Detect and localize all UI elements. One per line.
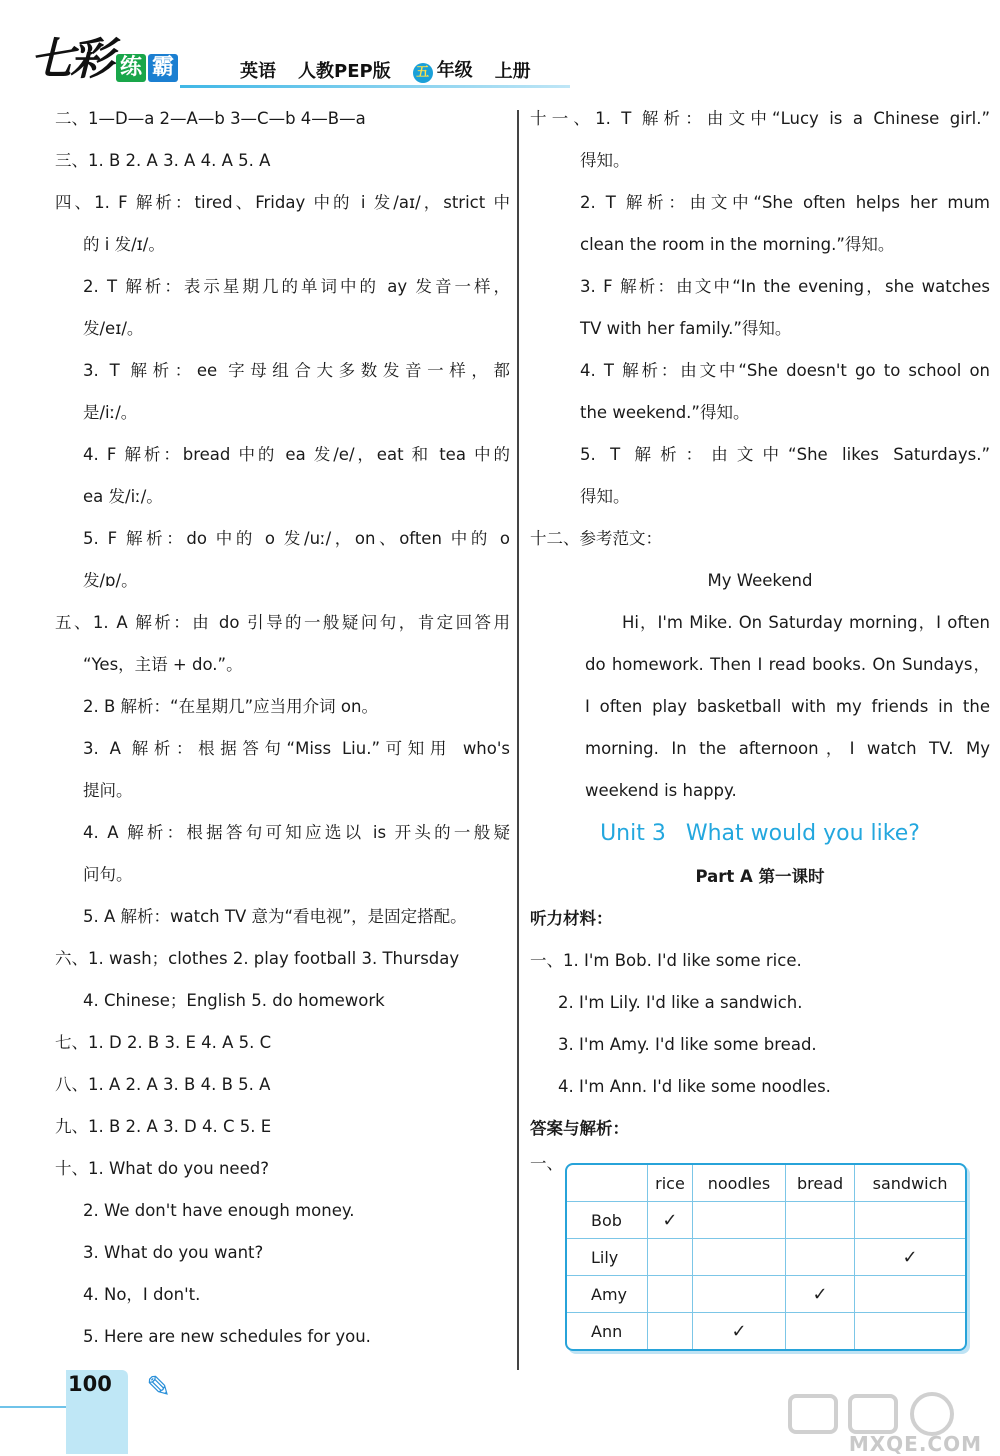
page-number-rule [0,1406,66,1408]
grade-text: 年级 [436,60,473,81]
table-row [567,1313,965,1349]
table-row [567,1276,965,1313]
text-line: 发/ɒ/。 [83,571,138,590]
table-cell [855,1276,965,1313]
unit-heading [530,812,990,856]
text-line: weekend is happy. [585,781,737,800]
table-cell [693,1239,786,1276]
text-line: 得知。 [580,487,630,506]
table-cell [786,1313,855,1349]
volume-label: 上册 [494,60,531,82]
text-line: 2. T 解析：由文中“She often helps her mum [580,193,990,212]
logo-main-text: 七彩 [30,34,110,85]
text-line: morning. In the afternoon，I watch TV. My [585,739,990,758]
text-line: 2. B 解析：“在星期几”应当用介词 on。 [83,697,378,716]
table-cell [693,1202,786,1239]
text-line: 4. F 解析：bread 中的 ea 发/e/，eat 和 tea 中的 [83,445,510,464]
unit-title-text: What would you like? [685,821,920,846]
table-cell [786,1239,855,1276]
pencil-icon: ✎ [146,1370,172,1405]
text-line: 提问。 [83,781,133,800]
table-row [567,1202,965,1239]
text-line: 六、1. wash；clothes 2. play football 3. Thursday [55,949,460,968]
subject-label: 英语 [240,60,276,82]
text-line: 2. We don't have enough money. [83,1201,355,1220]
text-line: 3. What do you want? [83,1243,264,1262]
logo-box-2: 霸 [148,54,178,82]
text-line: TV with her family.”得知。 [580,319,792,338]
text-line: 5. A 解析：watch TV 意为“看电视”，是固定搭配。 [83,907,467,926]
text-line: 问句。 [83,865,133,884]
unit-number: Unit 3 [600,821,666,846]
check-mark-icon: ✓ [812,1283,828,1305]
table-cell [693,1313,786,1349]
right-column [530,98,990,1150]
text-line: 七、1. D 2. B 3. E 4. A 5. C [55,1033,272,1052]
text-line: 3. F 解析：由文中“In the evening，she watches [580,277,990,296]
logo-box-1: 练 [116,54,146,82]
text-line: 答案与解析： [530,1119,629,1138]
text-line: 一、1. I'm Bob. I'd like some rice. [530,951,802,970]
text-line: 九、1. B 2. A 3. D 4. C 5. E [55,1117,272,1136]
header-rule [180,85,570,88]
text-line: 5. T 解析：由文中“She likes Saturdays.” [580,445,990,464]
text-line: My Weekend [707,571,813,590]
table-row [567,1239,965,1276]
text-line: 十二、参考范文： [530,529,662,548]
answer-table [565,1163,967,1351]
text-line: ea 发/iː/。 [83,487,163,506]
row-label: Amy [567,1276,648,1313]
text-line: 的 i 发/ɪ/。 [83,235,165,254]
table-question-number: 一、 [530,1154,563,1173]
table-cell [648,1239,693,1276]
grade-badge-icon: 五 [413,63,433,83]
text-line: 5. F 解析：do 中的 o 发/uː/，on、often 中的 o [83,529,510,548]
text-line: the weekend.”得知。 [580,403,750,422]
table-cell [648,1276,693,1313]
table-cell [855,1239,965,1276]
text-line: 3. T 解析：ee 字母组合大多数发音一样，都 [83,361,510,380]
text-line: I often play basketball with my friends in the [585,697,990,716]
text-line: 十、1. What do you need? [55,1159,269,1178]
text-line: 是/iː/。 [83,403,138,422]
text-line: 五、1. A 解析：由 do 引导的一般疑问句，肯定回答用 [55,613,510,632]
text-line: 十一、1. T 解析：由文中“Lucy is a Chinese girl.” [530,109,990,128]
text-line: 八、1. A 2. A 3. B 4. B 5. A [55,1075,271,1094]
table-cell [855,1202,965,1239]
column-header: noodles [693,1165,786,1202]
column-header: bread [786,1165,855,1202]
table-cell [786,1276,855,1313]
column-header: rice [648,1165,693,1202]
text-line: 听力材料： [530,909,613,928]
column-divider [517,110,519,1370]
row-label: Lily [567,1239,648,1276]
edition-label: 人教PEP版 [298,60,391,82]
row-label: Ann [567,1313,648,1349]
text-line: 3. A 解析：根据答句“Miss Liu.”可知用 who's [83,739,510,758]
text-line: 2. I'm Lily. I'd like a sandwich. [558,993,803,1012]
text-line: Hi，I'm Mike. On Saturday morning，I often [622,613,990,632]
text-line: 三、1. B 2. A 3. A 4. A 5. A [55,151,271,170]
table-cell [648,1313,693,1349]
text-line: 4. T 解析：由文中“She doesn't go to school on [580,361,990,380]
text-line: 4. A 解析：根据答句可知应选以 is 开头的一般疑 [83,823,510,842]
text-line: 4. No，I don't. [83,1285,201,1304]
text-line: 5. Here are new schedules for you. [83,1327,371,1346]
text-line: clean the room in the morning.”得知。 [580,235,895,254]
check-mark-icon: ✓ [662,1209,678,1231]
text-line: Part A 第一课时 [695,867,825,886]
text-line: 二、1—D—a 2—A—b 3—C—b 4—B—a [55,109,366,128]
text-line: 4. Chinese；English 5. do homework [83,991,385,1010]
column-header [567,1165,648,1202]
text-line: 四、1. F 解析：tired、Friday 中的 i 发/aɪ/，strict 中 [55,193,510,212]
page-number: 100 [68,1372,112,1396]
text-line: do homework. Then I read books. On Sundays， [585,655,990,674]
text-line: 3. I'm Amy. I'd like some bread. [558,1035,817,1054]
check-mark-icon: ✓ [902,1246,918,1268]
row-label: Bob [567,1202,648,1239]
book-title [240,56,531,83]
text-line: “Yes，主语 + do.”。 [83,655,243,674]
check-mark-icon: ✓ [731,1320,747,1342]
table-cell [693,1276,786,1313]
table-cell [786,1202,855,1239]
grade-label [413,56,473,83]
table-cell [648,1202,693,1239]
column-header: sandwich [855,1165,965,1202]
text-line: 2. T 解析：表示星期几的单词中的 ay 发音一样， [83,277,510,296]
page-header [0,0,1000,100]
table-header-row [567,1165,965,1202]
table-cell [855,1313,965,1349]
watermark-text: MXQE.COM [848,1432,982,1456]
text-line: 发/eɪ/。 [83,319,144,338]
text-line: 4. I'm Ann. I'd like some noodles. [558,1077,831,1096]
left-column [55,98,510,1358]
text-line: 得知。 [580,151,630,170]
publisher-logo [30,34,178,85]
